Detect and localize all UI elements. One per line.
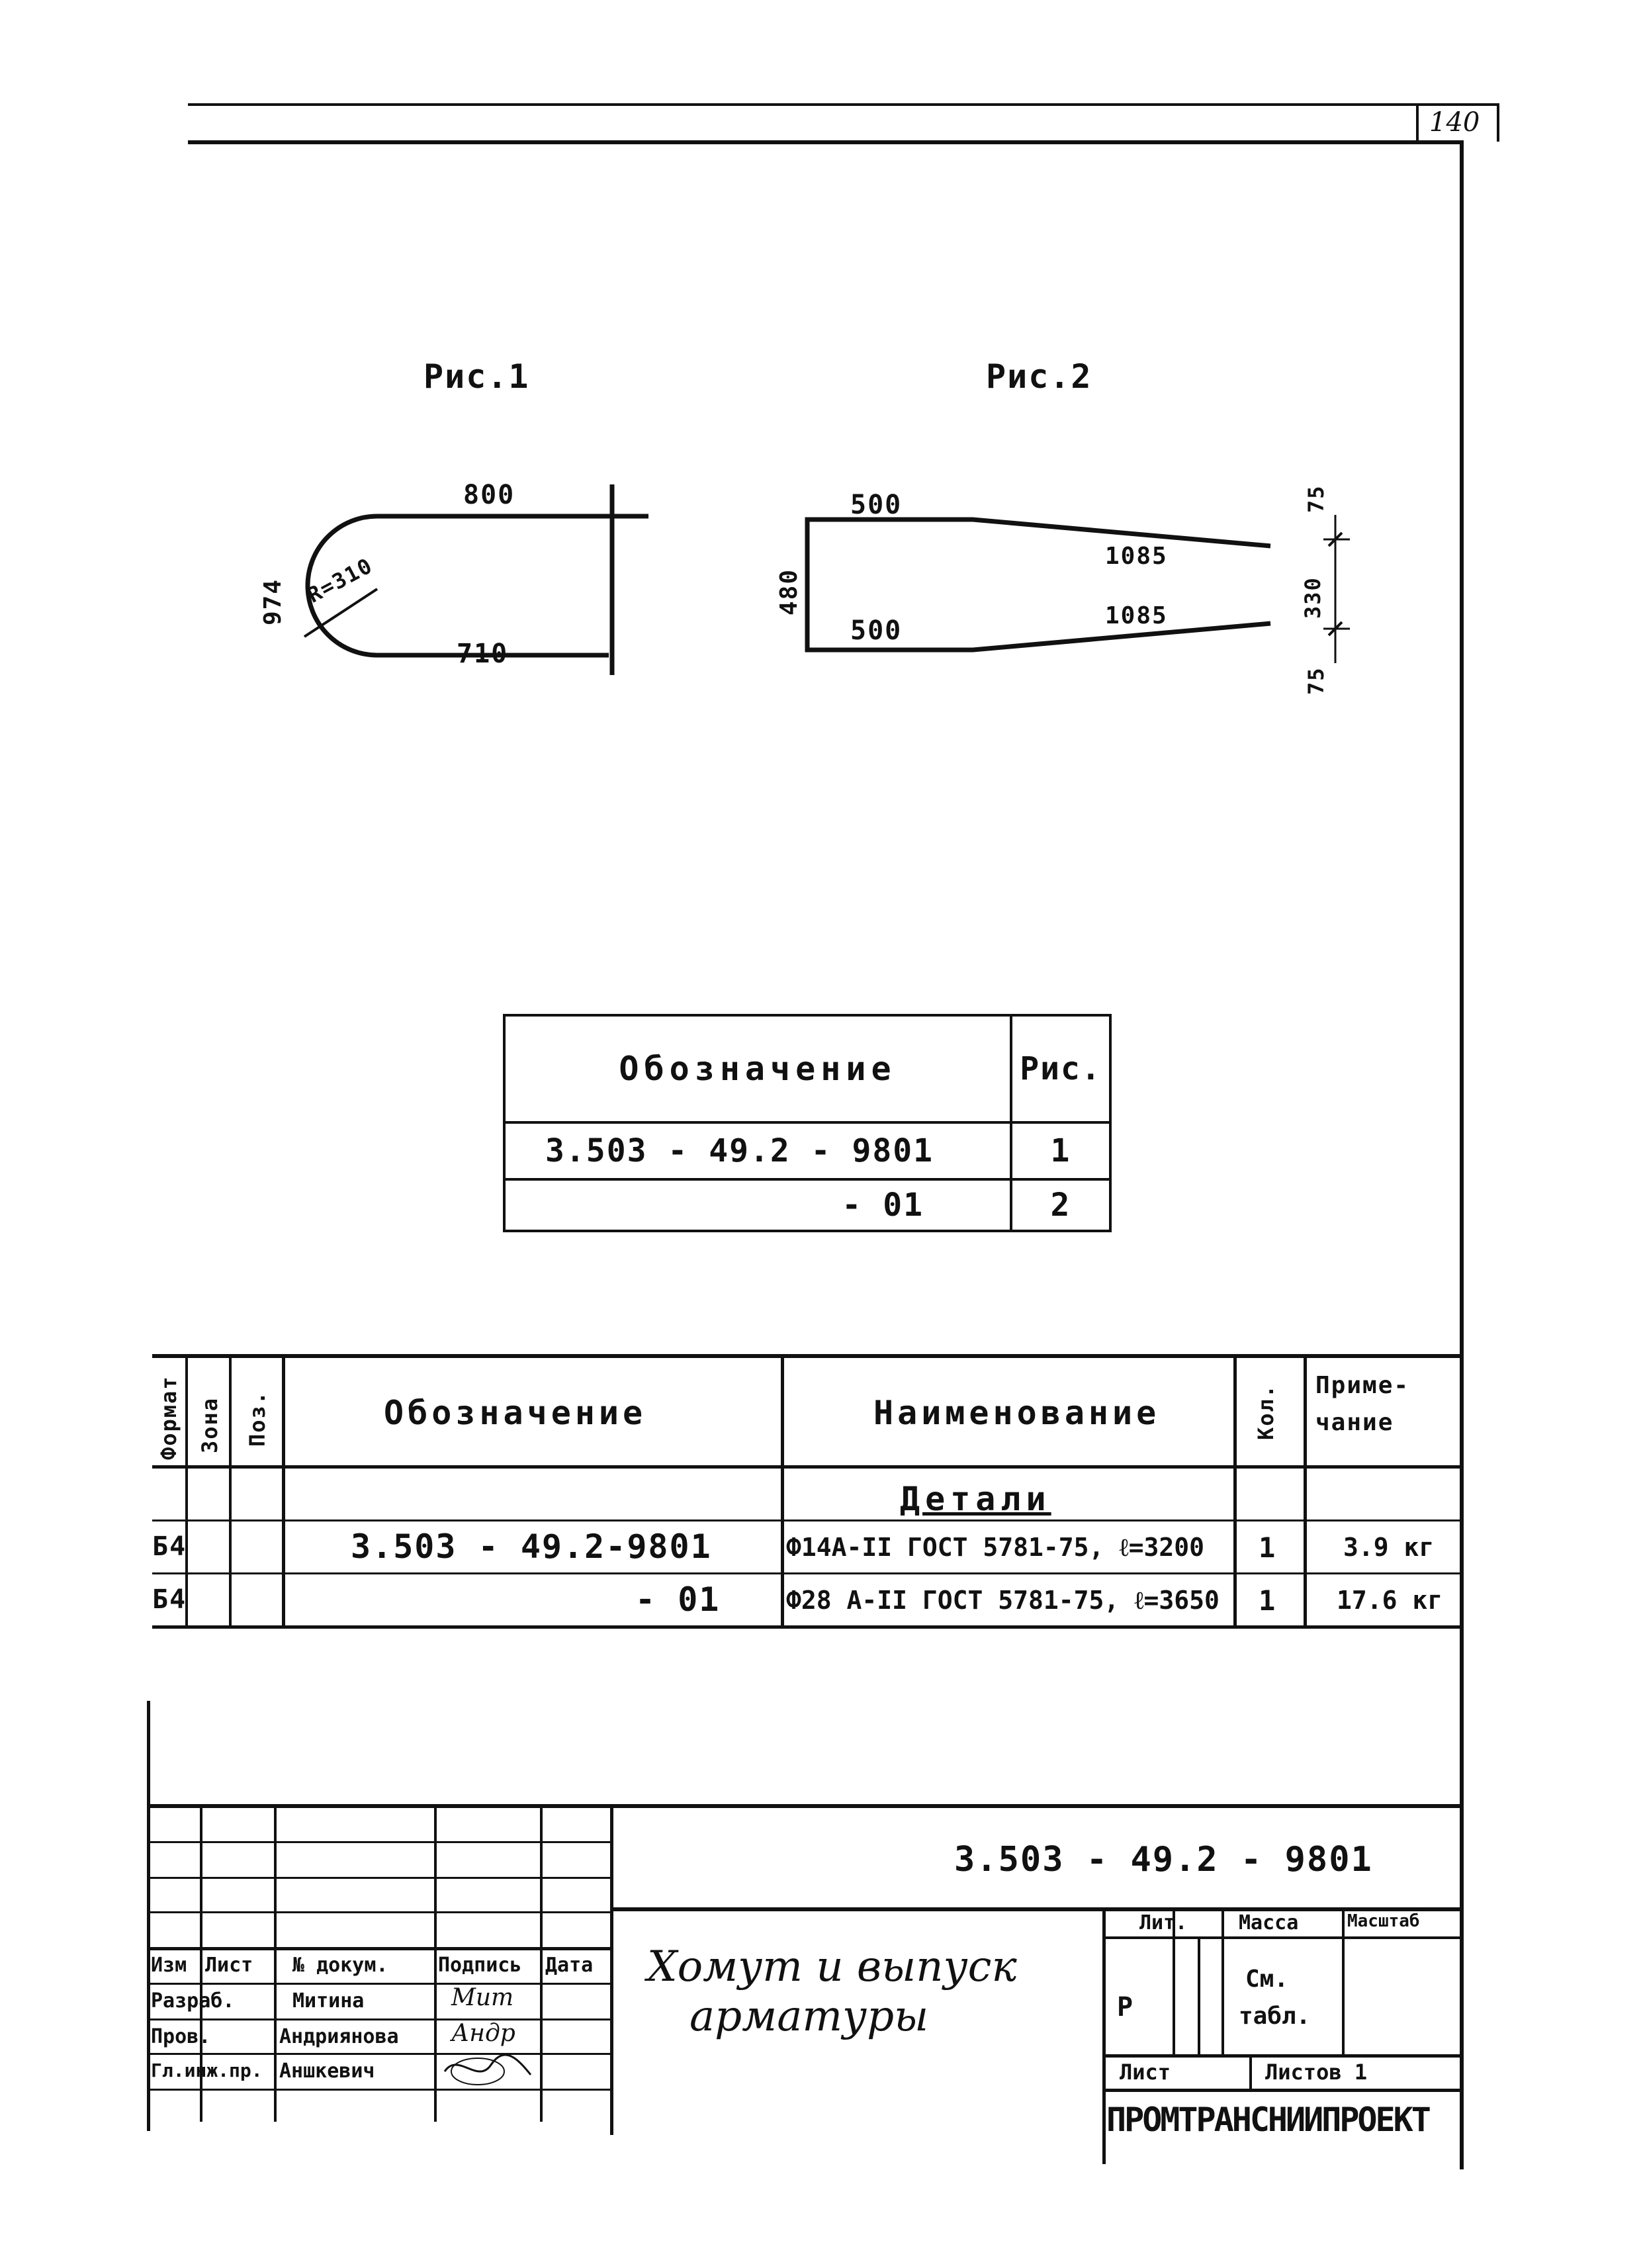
tb-lit-sep-2: [1198, 1936, 1200, 2054]
spec-row2-format: Б4: [152, 1584, 187, 1615]
figure2-dim-right-top: 75: [1304, 484, 1329, 513]
figure1-clamp-shape: [308, 516, 648, 655]
tb-right-h3: [1102, 2089, 1464, 2092]
spec-header-pos: Поз.: [245, 1390, 270, 1447]
tb-name-chief: Аншкевич: [279, 2060, 375, 2083]
tb-right-v1: [1102, 1907, 1106, 2164]
figure2-drawing: [801, 490, 1383, 702]
figure2-dim-slope-top: 1085: [1105, 543, 1168, 570]
figure1-dim-bottom: 710: [457, 639, 509, 669]
figure2-dim-height: 480: [776, 568, 803, 615]
tb-grid-v2: [274, 1804, 277, 2122]
page-number: 140: [1429, 107, 1480, 138]
tb-lit-value: Р: [1117, 1992, 1135, 2022]
spec-header-zone: Зона: [197, 1396, 222, 1453]
spec-col-5: [1233, 1354, 1237, 1629]
spec-table: [152, 1354, 1462, 1639]
tb-sheets-label: Листов 1: [1265, 2060, 1368, 2085]
figure1-label: Рис.1: [423, 357, 530, 396]
figure2-dim-right-mid: 330: [1300, 576, 1325, 619]
frame-top-line: [188, 140, 1464, 144]
figure-table-row2-designation: - 01: [504, 1179, 1011, 1231]
tb-title-line2: арматуры: [689, 1992, 929, 2041]
tb-sheet-label: Лист: [1120, 2060, 1171, 2085]
tb-left-edge: [147, 1701, 150, 2131]
spec-line-row1: [152, 1572, 1462, 1574]
figure2-dim-right-bottom: 75: [1304, 666, 1329, 695]
tb-top-line: [147, 1804, 1464, 1808]
spec-row1-designation: 3.503 - 49.2-9801: [351, 1527, 712, 1566]
tb-grid-v3: [434, 1804, 437, 2122]
tb-doc-number: 3.503 - 49.2 - 9801: [954, 1840, 1373, 1880]
tb-role-check: Пров.: [151, 2025, 211, 2048]
tb-col-izm: Изм: [151, 1954, 187, 1977]
spec-header-qty: Кол.: [1253, 1383, 1278, 1440]
tb-mass-value-1: См.: [1245, 1966, 1289, 1993]
figure-index-table: [503, 1014, 1112, 1232]
spec-line-header: [152, 1465, 1462, 1469]
spec-row1-name: Ф14А-II ГОСТ 5781-75, ℓ=3200: [786, 1533, 1204, 1562]
tb-title-line1: Хомут и выпуск: [647, 1942, 1017, 1991]
tb-mass-label: Масса: [1239, 1911, 1299, 1934]
spec-col-4: [781, 1354, 784, 1629]
spec-line-row2: [152, 1625, 1462, 1629]
tb-col-doc: № докум.: [292, 1954, 388, 1977]
tb-mass-sep: [1221, 1907, 1224, 2054]
tb-col-date: Дата: [545, 1954, 594, 1977]
spec-row1-note: 3.9 кг: [1343, 1533, 1435, 1562]
spec-header-designation: Обозначение: [384, 1394, 647, 1432]
tb-sign-develop: Мит: [451, 1984, 514, 2011]
spec-line-section: [152, 1520, 1462, 1521]
tb-right-h2: [1102, 2054, 1464, 2058]
figure-table-row1-designation: 3.503 - 49.2 - 9801: [504, 1122, 1011, 1179]
spec-row2-note: 17.6 кг: [1337, 1586, 1443, 1615]
spec-row1-qty: 1: [1259, 1531, 1277, 1564]
figure2-dim-top: 500: [850, 490, 903, 520]
spec-row2-name: Ф28 А-II ГОСТ 5781-75, ℓ=3650: [786, 1586, 1220, 1615]
spec-row2-qty: 1: [1259, 1584, 1277, 1617]
tb-lit-label: Лит.: [1139, 1911, 1188, 1934]
tb-mass-value-2: табл.: [1239, 2003, 1311, 2030]
spec-header-format: Формат: [156, 1375, 181, 1460]
spec-col-6: [1304, 1354, 1307, 1629]
tb-scale-label: Масштаб: [1347, 1911, 1420, 1931]
figure-table-row1-figure: 1: [1011, 1122, 1110, 1179]
spec-header-name: Наименование: [873, 1394, 1161, 1432]
tb-role-chief: Гл.инж.пр.: [151, 2060, 263, 2081]
figure2-dim-bottom: 500: [850, 615, 903, 646]
tb-grid-v4: [540, 1804, 543, 2122]
tb-scale-sep: [1342, 1907, 1345, 2054]
figure1-dim-radius: R=310: [303, 553, 377, 608]
tb-col-list: Лист: [205, 1954, 253, 1977]
spec-line-top: [152, 1354, 1462, 1358]
figure1-dim-top: 800: [463, 480, 515, 510]
figure2-label: Рис.2: [986, 357, 1092, 396]
tb-doc-separator: [610, 1907, 1464, 1911]
tb-name-develop: Митина: [292, 1989, 365, 2013]
tb-right-h1: [1102, 1936, 1464, 1939]
tb-role-develop: Разраб.: [151, 1989, 235, 2013]
page-number-box-left: [1416, 106, 1419, 142]
title-block: [147, 1701, 1464, 2164]
figure2-dim-slope-bottom: 1085: [1105, 602, 1168, 629]
figure-table-header-designation: Обозначение: [504, 1015, 1011, 1122]
tb-organization: ПРОМТРАНСНИИПРОЕКТ: [1106, 2101, 1429, 2139]
figure1-dim-height: 974: [259, 578, 287, 625]
tb-grid-v5: [610, 1804, 613, 2135]
spec-col-2: [229, 1354, 232, 1629]
page-number-box-right: [1497, 106, 1499, 142]
spec-header-note: Приме- чание: [1315, 1372, 1410, 1436]
frame-top-line-thin: [188, 103, 1499, 106]
tb-name-check: Андриянова: [279, 2025, 399, 2048]
spec-row2-designation: - 01: [635, 1580, 721, 1619]
tb-signature-chief: [438, 2045, 537, 2091]
tb-sheets-sep: [1249, 2054, 1252, 2091]
spec-col-3: [282, 1354, 285, 1629]
figure-table-header-figure: Рис.: [1011, 1015, 1110, 1122]
figure-table-row2-figure: 2: [1011, 1179, 1110, 1231]
spec-row1-format: Б4: [152, 1531, 187, 1562]
spec-section-title: Детали: [900, 1480, 1051, 1518]
tb-sign-check: Андр: [451, 2020, 515, 2047]
tb-col-sign: Подпись: [438, 1954, 522, 1977]
